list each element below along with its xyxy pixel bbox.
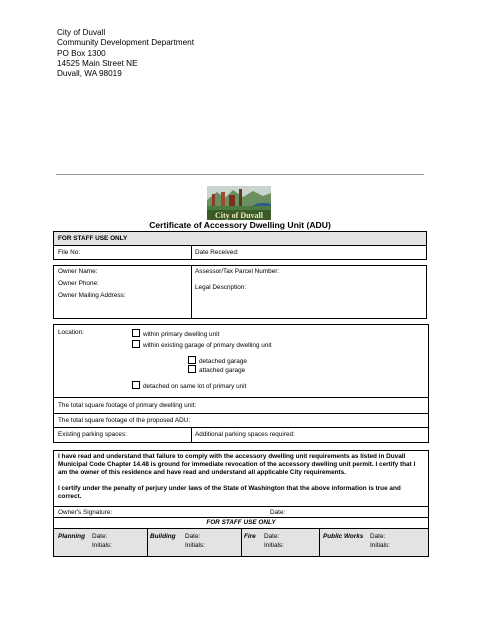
fire-date[interactable]: Date: xyxy=(264,533,280,540)
address-line: Community Development Department xyxy=(57,38,194,48)
garage-option[interactable] xyxy=(188,365,245,375)
owner-phone-field[interactable]: Owner Phone: xyxy=(58,280,99,287)
fire-label: Fire xyxy=(244,533,256,540)
option-label: detached on same lot of primary unit xyxy=(143,383,247,390)
city-address-block xyxy=(57,28,194,79)
sqft-adu-field[interactable]: The total square footage of the proposed ADU: xyxy=(58,417,191,424)
signature-date-field[interactable]: Date: xyxy=(270,509,286,516)
staff-header: FOR STAFF USE ONLY xyxy=(58,234,128,242)
fire-initials[interactable]: Initials: xyxy=(264,542,284,549)
option-label: detached garage xyxy=(199,358,247,365)
owner-mailing-address-field[interactable]: Owner Mailing Address: xyxy=(58,292,126,299)
option-label: within primary dwelling unit xyxy=(143,331,220,338)
checkbox[interactable] xyxy=(132,340,140,348)
planning-date[interactable]: Date: xyxy=(92,533,108,540)
building-date[interactable]: Date: xyxy=(185,533,201,540)
parcel-number-field[interactable]: Assessor/Tax Parcel Number: xyxy=(195,268,280,275)
document-title: Certificate of Accessory Dwelling Unit (ADU) xyxy=(149,220,331,230)
sqft-primary-field[interactable]: The total square footage of primary dwelling unit: xyxy=(58,402,197,409)
option-label: attached garage xyxy=(199,367,246,374)
additional-parking-field[interactable]: Additional parking spaces required: xyxy=(195,431,295,438)
city-logo xyxy=(207,186,271,220)
divider xyxy=(56,174,424,175)
file-no-field[interactable]: File No: xyxy=(58,249,81,256)
address-line: Duvall, WA 98019 xyxy=(57,69,122,79)
location-option[interactable] xyxy=(132,329,219,339)
certification-box xyxy=(53,450,429,557)
public-works-initials[interactable]: Initials: xyxy=(370,542,390,549)
owner-info-box xyxy=(53,265,427,319)
building-label: Building xyxy=(150,533,176,540)
checkbox[interactable] xyxy=(188,365,196,373)
address-line: PO Box 1300 xyxy=(57,48,106,58)
public-works-label: Public Works xyxy=(323,533,364,540)
checkbox[interactable] xyxy=(132,381,140,389)
planning-label: Planning xyxy=(58,533,85,540)
address-line: 14525 Main Street NE xyxy=(57,58,138,68)
planning-initials[interactable]: Initials: xyxy=(92,542,112,549)
location-label: Location: xyxy=(58,329,84,336)
location-option[interactable] xyxy=(132,381,246,391)
checkbox[interactable] xyxy=(132,329,140,337)
location-box xyxy=(53,324,429,443)
public-works-date[interactable]: Date: xyxy=(370,533,386,540)
building-initials[interactable]: Initials: xyxy=(185,542,205,549)
existing-parking-field[interactable]: Existing parking spaces: xyxy=(58,431,127,438)
staff-box xyxy=(53,231,427,260)
owner-signature-field[interactable]: Owner's Signature: xyxy=(58,509,113,516)
logo-text: City of Duvall xyxy=(215,211,263,220)
location-option[interactable] xyxy=(132,340,272,350)
option-label: within existing garage of primary dwelling unit xyxy=(143,342,272,349)
certification-text: I have read and understand that failure to comply with the accessory dwelling unit requirements as listed in Duvall Municipal Code Chapter 14.48 is ground for immediate revocation of the accessory dwelling unit permit. I certify that I am the owner of this residence and have read and understand all applicable City requirements. xyxy=(58,453,416,476)
address-line: City of Duvall xyxy=(57,28,106,37)
perjury-statement: I certify under the penalty of perjury under laws of the State of Washington that the above information is true and correct. xyxy=(58,485,401,500)
date-received-field[interactable]: Date Received: xyxy=(195,249,239,256)
owner-name-field[interactable]: Owner Name: xyxy=(58,268,98,275)
checkbox[interactable] xyxy=(188,356,196,364)
legal-description-field[interactable]: Legal Description: xyxy=(195,284,247,291)
staff-footer-header: FOR STAFF USE ONLY xyxy=(206,519,276,526)
